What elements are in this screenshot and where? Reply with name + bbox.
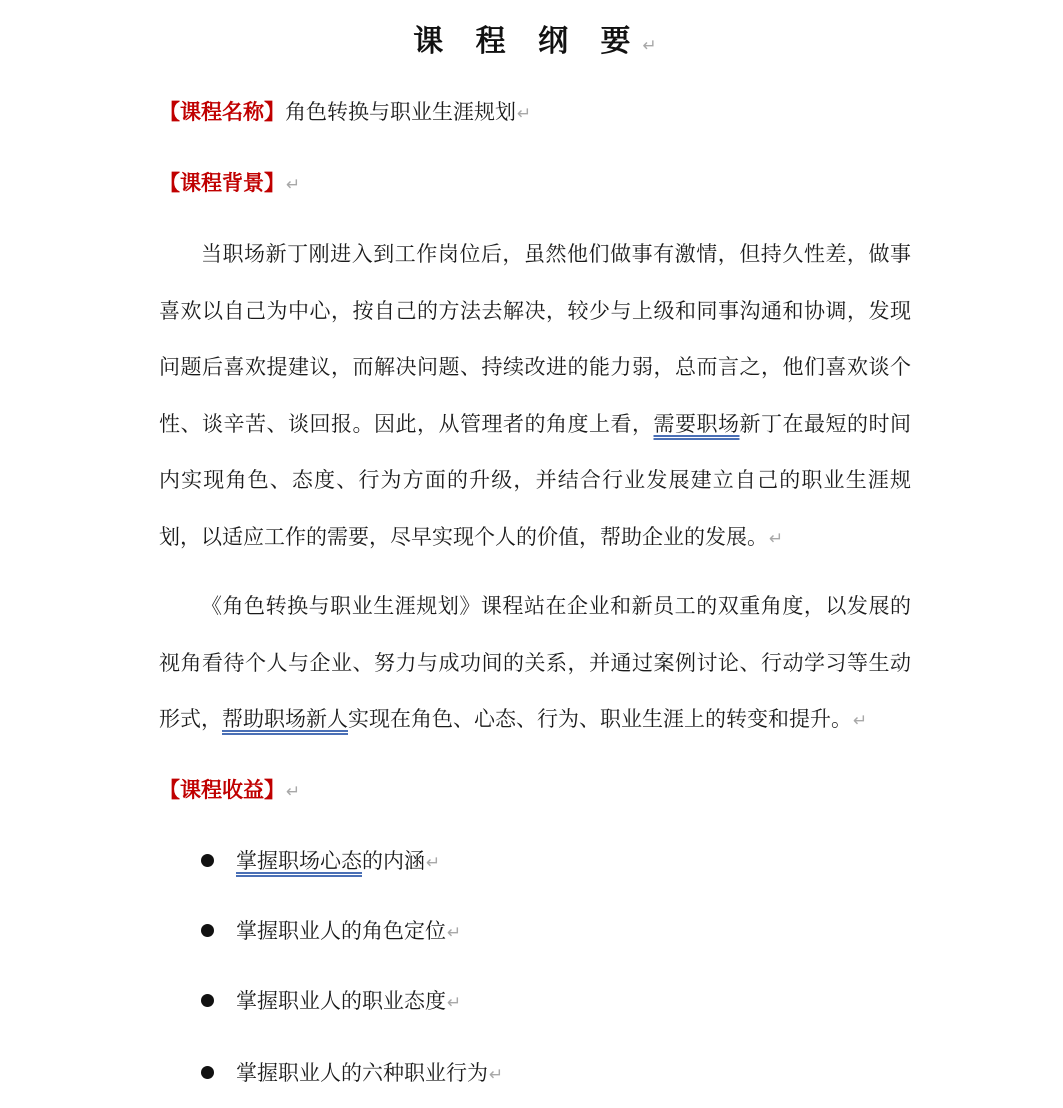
para2-text-after: 实现在角色、心态、行为、职业生涯上的转变和提升。	[348, 707, 852, 731]
benefit-underlined-text: 掌握职场心态	[236, 849, 362, 873]
background-paragraph-1	[159, 226, 911, 567]
title-text: 课 程 纲 要	[413, 24, 642, 59]
benefit-item-text	[236, 984, 461, 1020]
benefit-item	[159, 844, 911, 878]
course-name-line	[159, 95, 531, 131]
bullet-icon	[201, 994, 214, 1007]
para1-text-after: 新丁在最短的时间内实现角色、态度、行为方面的升级，并结合行业发展建立自己的职业生涯规划，以适应工作的需要，尽早实现个人的价值，帮助企业的发展。	[159, 411, 911, 549]
paragraph-mark-icon: ↵	[447, 993, 462, 1013]
background-paragraph-2	[159, 578, 911, 750]
para1-text-before: 当职场新丁刚进入到工作岗位后，虽然他们做事有激情，但持久性差，做事喜欢以自己为中心，按自己的方法去解决，较少与上级和同事沟通和协调，发现问题后喜欢提建议，而解决问题、持续改进的能力弱，总而言之，他们喜欢谈个性、谈辛苦、谈回报。因此，从管理者的角度上看，	[159, 242, 911, 436]
paragraph-mark-icon: ↵	[769, 528, 784, 549]
para2-underlined-text: 帮助职场新人	[222, 707, 348, 731]
bullet-icon	[201, 924, 214, 937]
paragraph-mark-icon: ↵	[286, 782, 301, 802]
paragraph-mark-icon: ↵	[426, 853, 441, 873]
paragraph-mark-icon: ↵	[447, 923, 462, 943]
benefit-item-text	[236, 844, 440, 880]
paragraph-mark-icon: ↵	[286, 175, 301, 195]
page-title	[159, 20, 911, 68]
paragraph-mark-icon: ↵	[517, 104, 532, 124]
para2-text-before: 《角色转换与职业生涯规划》课程站在企业和新员工的双重角度，以发展的视角看待个人与企业、努力与成功间的关系，并通过案例讨论、行动学习等生动形式，	[159, 594, 911, 731]
paragraph-mark-icon: ↵	[642, 36, 657, 56]
paragraph-mark-icon: ↵	[853, 711, 868, 731]
benefit-item-text	[236, 1056, 503, 1092]
course-background-heading	[159, 166, 300, 202]
bullet-icon	[201, 1066, 214, 1079]
benefit-rest-text: 掌握职业人的角色定位	[236, 919, 446, 943]
course-name-value: 角色转换与职业生涯规划	[285, 100, 516, 124]
course-benefits-label: 【课程收益】	[159, 778, 285, 802]
course-background-label: 【课程背景】	[159, 171, 285, 195]
course-name-label: 【课程名称】	[159, 100, 285, 124]
benefit-rest-text: 掌握职业人的职业态度	[236, 989, 446, 1013]
para1-underlined-text: 需要职场	[653, 411, 740, 436]
benefit-item	[159, 914, 911, 948]
paragraph-mark-icon: ↵	[489, 1065, 504, 1085]
benefit-item	[159, 1056, 911, 1090]
course-benefits-heading	[159, 773, 300, 809]
benefit-rest-text: 掌握职业人的六种职业行为	[236, 1061, 488, 1085]
benefit-rest-text: 的内涵	[362, 849, 425, 873]
bullet-icon	[201, 854, 214, 867]
benefit-item	[159, 984, 911, 1018]
benefit-item-text	[236, 914, 461, 950]
